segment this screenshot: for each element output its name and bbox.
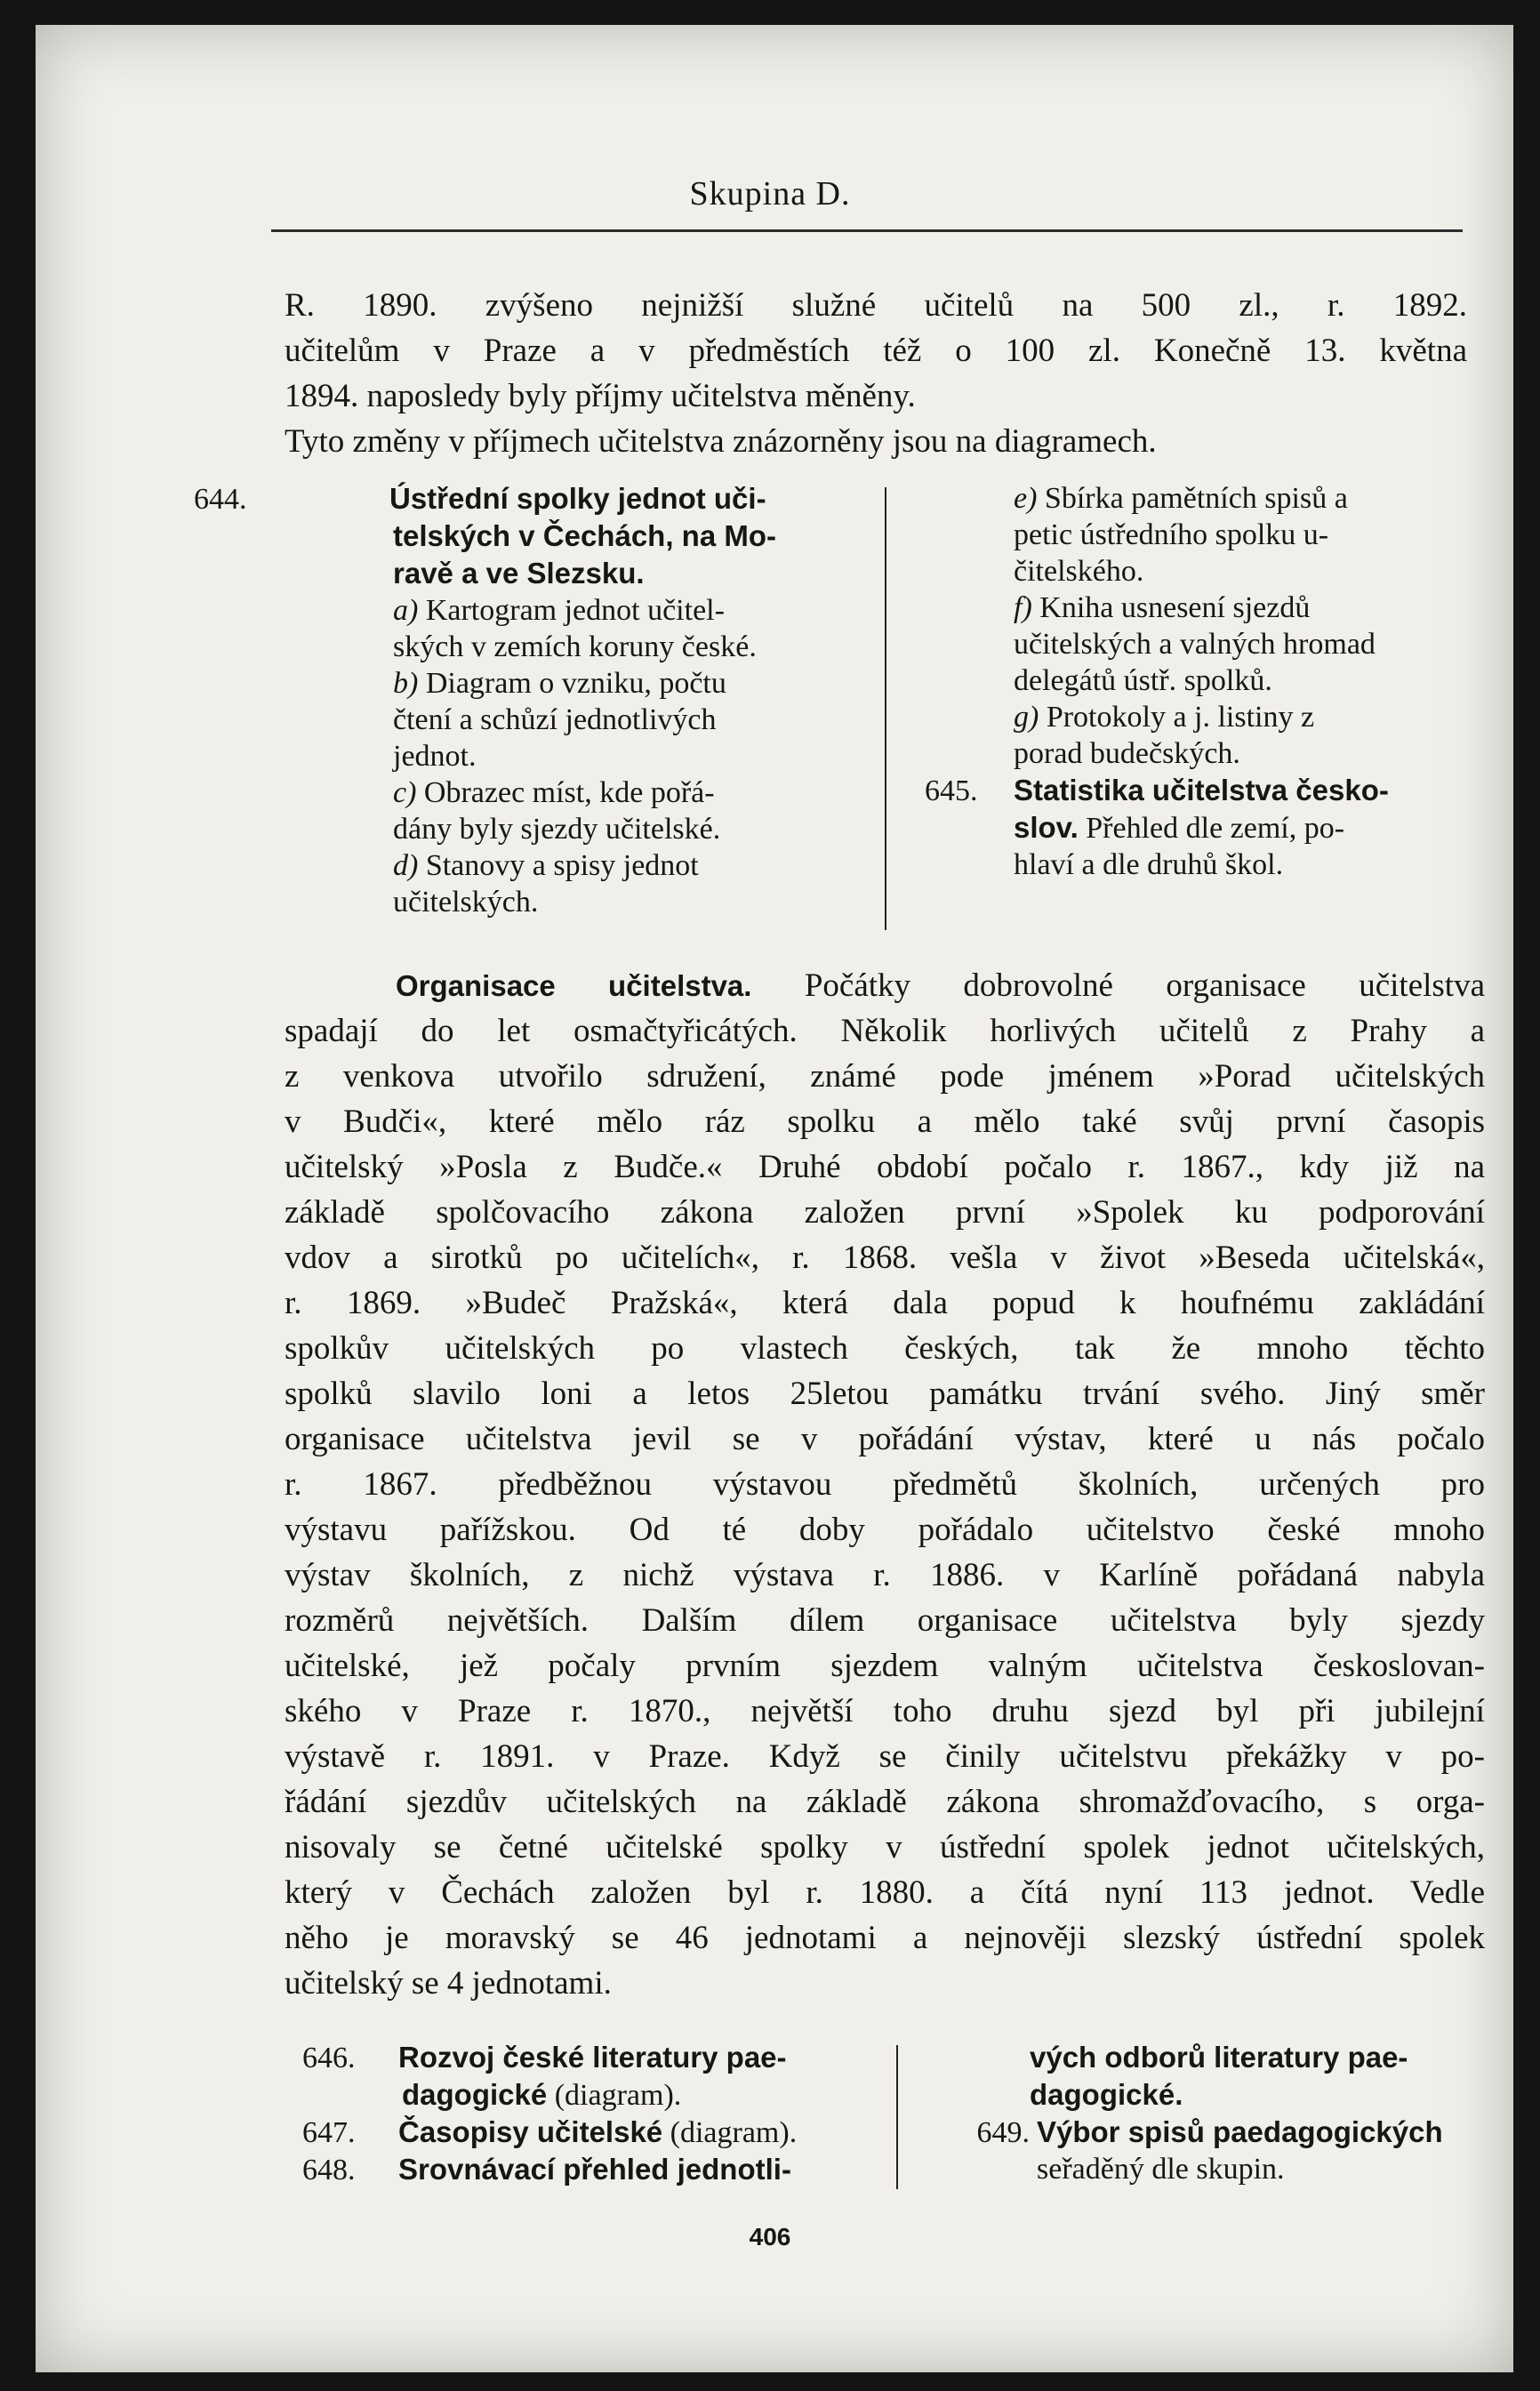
exhibit-number: 646. — [302, 2042, 356, 2074]
organisation-paragraph — [285, 963, 1485, 2006]
exhibit-title: dagogické — [402, 2078, 548, 2111]
paragraph-lead: Organisace učitelstva. — [396, 969, 752, 1002]
item-text: jednot. — [393, 740, 477, 773]
page-number: 406 — [749, 2223, 791, 2251]
exhibit-title: vých odborů literatury pae- — [1030, 2041, 1408, 2074]
item-text: Kartogram jednot učitel- — [425, 594, 725, 627]
exhibit-item — [293, 774, 862, 847]
paragraph-line: výstavu pařížskou. Od té doby pořádalo učitelstvo české mnoho — [285, 1512, 1485, 1548]
paragraph-line: spolkův učitelských po vlastech českých, tak že mnoho těchto — [285, 1330, 1485, 1367]
exhibit-title: Srovnávací přehled jednotli- — [398, 2153, 791, 2186]
exhibit-646 — [302, 2039, 880, 2114]
item-text: Obrazec míst, kde pořá- — [423, 776, 715, 809]
item-text: učitelských a valných hromad — [1014, 628, 1376, 661]
paragraph-line: spadají do let osmačtyřicátých. Několik horlivých učitelů z Prahy a — [285, 1013, 1485, 1049]
exhibit-number: 648. — [302, 2154, 356, 2186]
item-text: delegátů ústř. spolků. — [1014, 664, 1272, 697]
exhibit-number: 649. — [976, 2116, 1030, 2149]
exhibit-item — [293, 592, 862, 665]
header-rule — [271, 229, 1463, 232]
paragraph-line: rozměrů největších. Dalším dílem organisace učitelstva byly sjezdy — [285, 1602, 1485, 1639]
paragraph-line: organisace učitelstva jevil se v pořádání výstav, které u nás počalo — [285, 1421, 1485, 1457]
intro-line: 1894. naposledy byly příjmy učitelstva měněny. — [285, 378, 916, 414]
exhibit-item — [925, 590, 1476, 699]
paragraph-line: r. 1867. předběžnou výstavou předmětů školních, určených pro — [285, 1466, 1485, 1503]
item-mark: a) — [393, 594, 419, 627]
item-text: Stanovy a spisy jednot — [425, 849, 699, 882]
paragraph-line: výstavě r. 1891. v Praze. Když se činily učitelstvu překážky v po- — [285, 1738, 1485, 1775]
intro-line: R. 1890. zvýšeno nejnižší služné učitelů na 500 zl., r. 1892. — [285, 287, 1467, 324]
exhibit-item — [293, 665, 862, 774]
item-text: seřaděný dle skupin. — [1037, 2153, 1285, 2186]
exhibit-title: Statistika učitelstva česko- — [1014, 774, 1389, 806]
item-mark: b) — [393, 667, 419, 700]
exhibit-title: Časopisy učitelské — [398, 2115, 663, 2148]
paragraph-line: r. 1869. »Budeč Pražská«, která dala popud k houfnému zakládání — [285, 1285, 1485, 1321]
exhibit-647 — [302, 2114, 880, 2151]
item-text: porad budečských. — [1014, 737, 1240, 770]
exhibit-648-continued — [925, 2039, 1494, 2114]
intro-line: učitelům v Praze a v předměstích též o 100 zl. Konečně 13. května — [285, 333, 1467, 369]
item-mark: f) — [1014, 591, 1032, 624]
exhibit-item — [925, 699, 1476, 772]
paragraph-line: něho je moravský se 46 jednotami a nejnověji slezský ústřední spolek — [285, 1920, 1485, 1956]
item-text: Kniha usnesení sjezdů — [1039, 591, 1311, 624]
item-text: dány byly sjezdy učitelské. — [393, 813, 721, 846]
column-divider — [885, 487, 886, 930]
exhibit-title: Ústřední spolky jednot uči- — [389, 482, 766, 515]
paragraph-line: nisovaly se četné učitelské spolky v ústřední spolek jednot učitelských, — [285, 1829, 1485, 1865]
paragraph-line — [285, 963, 1485, 1008]
item-text: ských v zemích koruny české. — [393, 630, 757, 663]
column-divider-bottom — [896, 2045, 898, 2189]
item-mark: d) — [393, 849, 419, 882]
paragraph-line: v Budči«, které mělo ráz spolku a mělo také svůj první časopis — [285, 1103, 1485, 1140]
exhibit-title: telských v Čechách, na Mo- — [393, 519, 776, 552]
exhibit-title: dagogické. — [1030, 2078, 1183, 2111]
exhibit-644-continued — [925, 480, 1476, 883]
item-text: Přehled dle zemí, po- — [1086, 812, 1345, 845]
exhibits-646-648 — [302, 2039, 880, 2188]
paragraph-line: který v Čechách založen byl r. 1880. a čítá nyní 113 jednot. Vedle — [285, 1874, 1485, 1911]
paragraph-line: spolků slavilo loni a letos 25letou památku trvání svého. Jiný směr — [285, 1376, 1485, 1412]
item-text: čtení a schůzí jednotlivých — [393, 703, 717, 736]
item-text: Diagram o vzniku, počtu — [425, 667, 726, 700]
item-text: Protokoly a j. listiny z — [1046, 701, 1315, 734]
paragraph-text: Počátky dobrovolné organisace učitelstva — [804, 967, 1485, 1004]
exhibit-645 — [925, 772, 1476, 883]
paragraph-line: základě spolčovacího zákona založen první »Spolek ku podporování — [285, 1194, 1485, 1231]
exhibit-title: ravě a ve Slezsku. — [393, 557, 645, 590]
exhibit-649 — [925, 2114, 1494, 2187]
item-text: čitelského. — [1014, 555, 1144, 588]
intro-text — [285, 283, 1467, 464]
item-text: (diagram). — [554, 2079, 682, 2112]
intro-line: Tyto změny v příjmech učitelstva znázorněny jsou na diagramech. — [285, 423, 1157, 460]
item-text: učitelských. — [393, 886, 539, 919]
item-text: Sbírka pamětních spisů a — [1044, 482, 1348, 515]
item-text: petic ústředního spolku u- — [1014, 518, 1329, 551]
paragraph-line: vdov a sirotků po učitelích«, r. 1868. vešla v život »Beseda učitelská«, — [285, 1240, 1485, 1276]
exhibit-item — [293, 847, 862, 920]
item-mark: e) — [1014, 482, 1038, 515]
item-text: (diagram). — [670, 2116, 798, 2149]
exhibit-648 — [302, 2151, 880, 2188]
item-text: hlaví a dle druhů škol. — [1014, 848, 1284, 881]
exhibit-item — [925, 480, 1476, 590]
item-mark: g) — [1014, 701, 1039, 734]
exhibit-title: slov. — [1014, 811, 1079, 844]
page-header: Skupina D. — [689, 175, 851, 213]
exhibit-644-title — [194, 480, 862, 592]
exhibit-title: Rozvoj české literatury pae- — [398, 2041, 787, 2074]
paragraph-line: výstav školních, z nichž výstava r. 1886. v Karlíně pořádaná nabyla — [285, 1557, 1485, 1593]
paragraph-line: řádání sjezdův učitelských na základě zákona shromažďovacího, s orga- — [285, 1784, 1485, 1820]
item-mark: c) — [393, 776, 417, 809]
exhibit-title: Výbor spisů paedagogických — [1037, 2115, 1443, 2148]
exhibit-number: 647. — [302, 2116, 356, 2149]
exhibits-648-649 — [925, 2039, 1494, 2187]
exhibit-number: 645. — [925, 774, 978, 807]
exhibit-644 — [194, 480, 862, 920]
paragraph-line: ského v Praze r. 1870., největší toho druhu sjezd byl při jubilejní — [285, 1693, 1485, 1729]
paragraph-line: učitelské, jež počaly prvním sjezdem valným učitelstva českoslovan- — [285, 1648, 1485, 1684]
exhibit-number: 644. — [194, 483, 247, 516]
paragraph-line: z venkova utvořilo sdružení, známé pode jménem »Porad učitelských — [285, 1058, 1485, 1095]
paragraph-line: učitelský »Posla z Budče.« Druhé období počalo r. 1867., kdy již na — [285, 1149, 1485, 1185]
paragraph-line: učitelský se 4 jednotami. — [285, 1965, 612, 2002]
